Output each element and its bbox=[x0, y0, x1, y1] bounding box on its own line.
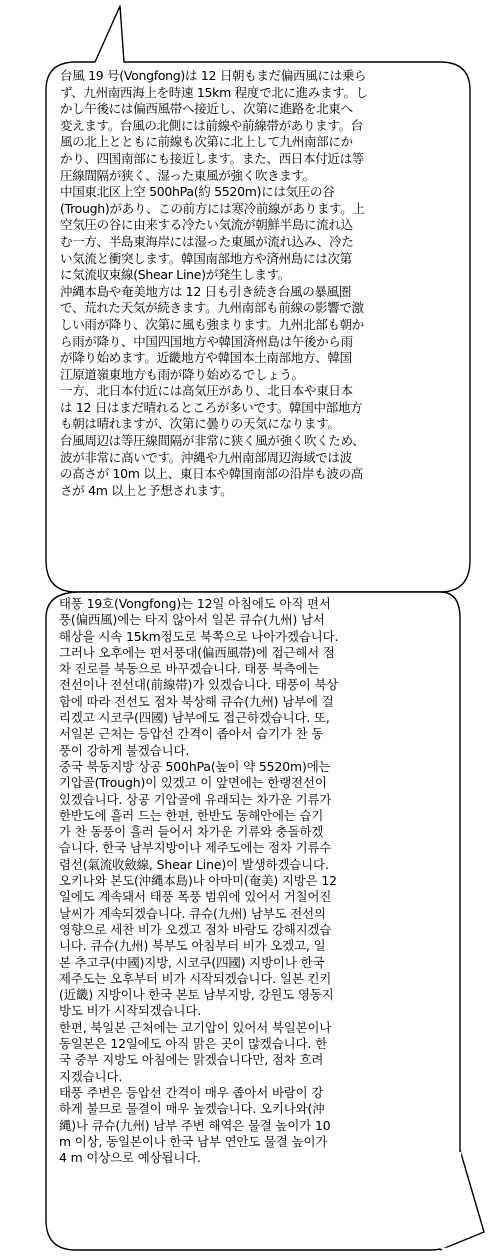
jp-paragraph-wave-height: 台風周辺は等圧線間隔が非常に狭く風が強く吹くため、 波が非常に高いです。沖縄や九州南部周辺海域では波 の高さが 10m 以上、東日本や韓国南部の沿岸も波の高 さが 4m 以上と予想されます。 bbox=[60, 433, 365, 498]
jp-paragraph-upper-trough: 中国東北区上空 500hPa(約 5520m)には気圧の谷 (Trough)があり、この前方には寒冷前線があります。上 空気圧の谷に由来する冷たい気流が朝鮮半島に流れ込 む一方、半島東海岸には湿った東風が流れ込み、冷た い気流と衝突します。韓国南部地方や済州島には次第 に気流収束線(Shear Line)が発生します。 bbox=[60, 184, 365, 283]
jp-paragraph-rain-outlook: 沖縄本島や奄美地方は 12 日も引き続き台風の暴風圏 で、荒れた天気が続きます。九州南部も前線の影響で激 しい雨が降り、次第に風も強まります。九州北部も朝か ら雨が降り、中国四国地方や韓国済州島は午後から雨 が降り始めます。近畿地方や韓国本土南部地方、韓国 江原道嶺東地方も雨が降り始めるでしょう。 bbox=[60, 283, 365, 382]
ko-paragraph-rain-outlook: 오키나와 본도(沖縄本島)나 아마미(奄美) 지방은 12 일에도 계속돼서 태풍 폭풍 범위에 있어서 거칠어진 날씨가 계속되겠습니다. 큐슈(九州) 남부도 전선의 영향으로 세찬 비가 오겠고 점차 바람도 강해지겠습 니다. 큐슈(九州) 북부도 아침부터 비가 오겠고, 일 본 추고쿠(中國)지방, 시코쿠(四國) 지방이나 한국 제주도는 오후부터 비가 시작되겠습니다. 일본 킨키 (近畿) 지방이나 한국 본토 남부지방, 강원도 영동지 방도 비가 시작되겠습니다. bbox=[59, 873, 337, 1019]
ko-paragraph-high-pressure: 한편, 북일본 근처에는 고기압이 있어서 북일본이나 동일본은 12일에도 아직 맑은 곳이 많겠습니다. 한 국 중부 지방도 아침에는 맑겠습니다만, 점차 흐려 지겠습니다. bbox=[59, 1019, 332, 1084]
ko-paragraph-upper-trough: 중국 북동지방 상공 500hPa(높이 약 5520m)에는 기압골(Trough)이 있겠고 이 앞면에는 한랭전선이 있겠습니다. 상공 기압골에 유래되는 차가운 기류가 한반도에 흘러 드는 한편, 한반도 동해안에는 습기 가 찬 동풍이 흘러 들어서 차가운 기류와 충돌하겠 습니다. 한국 남부지방이나 제주도에는 점차 기류수 렴선(氣流收斂線, Shear Line)이 발생하겠습니다. bbox=[59, 758, 332, 872]
ko-paragraph-wave-height: 태풍 주변은 등압선 간격이 매우 좁아서 바람이 강 하게 불므로 물결이 매우 높겠습니다. 오키나와(沖 縄)나 큐슈(九州) 남부 주변 해역은 물결 높이가 10 m 이상, 동일본이나 한국 남부 연안도 물결 높이가 4 m 이상으로 예상됩니다. bbox=[59, 1084, 331, 1166]
japanese-forecast-text bbox=[60, 68, 452, 499]
jp-paragraph-high-pressure: 一方、北日本付近には高気圧があり、北日本や東日本 は 12 日はまだ晴れるところが多いです。韓国中部地方 も朝は晴れますが、次第に曇りの天気になります。 bbox=[60, 383, 363, 432]
jp-paragraph-typhoon-track: 台風 19 号(Vongfong)は 12 日朝もまだ偏西風には乗ら ず、九州南西海上を時速 15km 程度で北に進みます。し かし午後には偏西風帯へ接近し、次第に進路を北東へ 変えます。台風の北側には前線や前線帯があります。台 風の北上とともに前線も次第に北上して九州南部にか かり、四国南部にも接近します。また、西日本付近は等 圧線間隔が狭く、湿った東風が強く吹きます。 bbox=[60, 68, 368, 183]
ko-paragraph-typhoon-track: 태풍 19호(Vongfong)는 12일 아침에도 아직 편서 풍(偏西風)에는 타지 않아서 일본 큐슈(九州) 남서 해상을 시속 15km정도로 북쪽으로 나아가겠습니다. 그러나 오후에는 편서풍대(偏西風帯)에 접근해서 점 차 진로를 북동으로 바꾸겠습니다. 태풍 북측에는 전선이나 전선대(前線帯)가 있겠습니다. 태풍이 북상 함에 따라 전선도 점차 북상해 큐슈(九州) 남부에 걸 리겠고 시코쿠(四國) 남부에도 접근하겠습니다. 또, 서일본 근처는 등압선 간격이 좁아서 습기가 찬 동 풍이 강하게 불겠습니다. bbox=[59, 596, 339, 758]
korean-forecast-text bbox=[59, 596, 445, 1166]
